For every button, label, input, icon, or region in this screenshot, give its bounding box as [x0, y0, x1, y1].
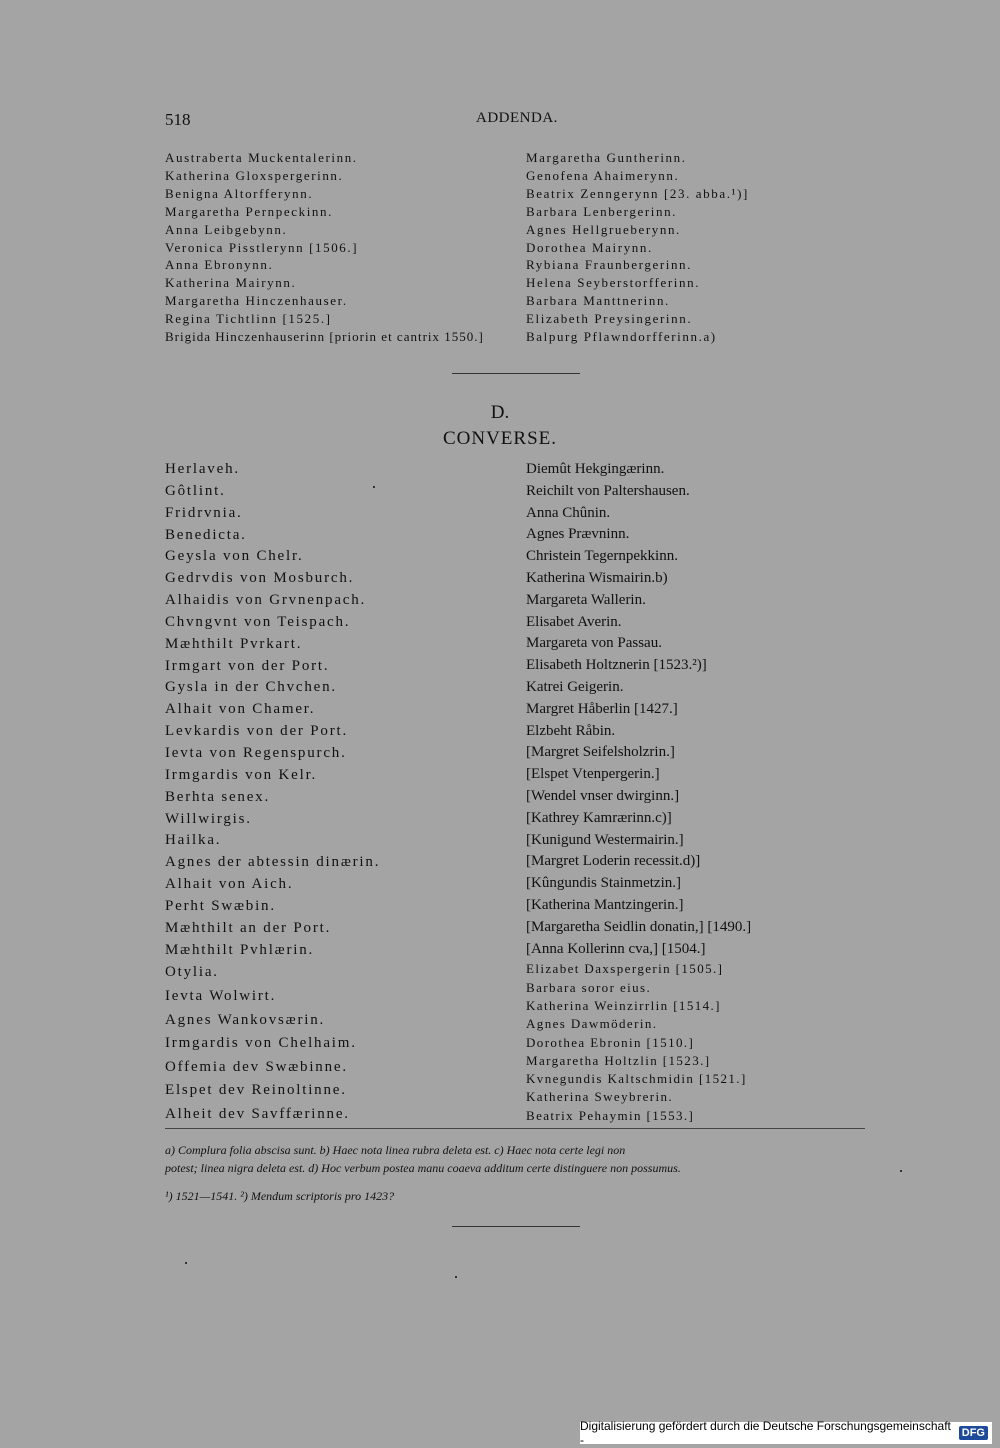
- converse-list-left: [165, 459, 505, 1127]
- list-item: Barbara soror eius.: [526, 979, 652, 995]
- list-item: Balpurg Pflawndorfferinn.a): [526, 329, 717, 345]
- footnote-rule: [165, 1128, 865, 1129]
- list-item: Anna Leibgebynn.: [165, 221, 288, 237]
- scan-speck: [455, 1276, 457, 1278]
- footnote-letters-1: a) Complura folia abscisa sunt. b) Haec nota linea rubra deleta est. c) Haec nota certe legi non: [165, 1143, 626, 1157]
- list-item: Anna Ebronynn.: [165, 257, 274, 273]
- list-item: [Kûngundis Stainmetzin.]: [526, 875, 681, 892]
- list-item: Beatrix Zenngerynn [23. abba.¹)]: [526, 185, 749, 201]
- list-item: Anna Chûnin.: [526, 504, 611, 521]
- section-letter: D.: [490, 402, 510, 423]
- list-item: [Kunigund Westermairin.]: [526, 831, 684, 848]
- list-item: Beatrix Pehaymin [1553.]: [526, 1107, 695, 1123]
- scan-speck: [900, 1170, 902, 1172]
- top-list-right: [526, 149, 846, 346]
- list-item: Mæhthilt Pvhlærin.: [165, 941, 315, 958]
- list-item: Christein Tegernpekkinn.: [526, 548, 678, 565]
- list-item: [Elspet Vtenpergerin.]: [526, 766, 660, 783]
- list-item: Willwirgis.: [165, 810, 252, 827]
- list-item: [Anna Kollerinn cva,] [1504.]: [526, 940, 706, 957]
- list-item: Dorothea Mairynn.: [526, 239, 653, 255]
- list-item: Dorothea Ebronin [1510.]: [526, 1034, 695, 1050]
- list-item: Gysla in der Chvchen.: [165, 679, 337, 696]
- list-item: Brigida Hinczenhauserinn [priorin et cantrix 1550.]: [165, 329, 484, 345]
- list-item: Rybiana Fraunbergerinn.: [526, 257, 693, 273]
- section-divider: [452, 373, 580, 374]
- section-title: CONVERSE.: [442, 428, 558, 449]
- list-item: Ievta Wolwirt.: [165, 988, 277, 1004]
- list-item: Geysla von Chelr.: [165, 548, 304, 565]
- funding-banner[interactable]: [580, 1419, 992, 1447]
- list-item: Otylia.: [165, 964, 219, 981]
- list-item: Irmgart von der Port.: [165, 657, 330, 674]
- list-item: Levkardis von der Port.: [165, 723, 349, 740]
- list-item: Irmgardis von Kelr.: [165, 766, 318, 783]
- list-item: Ievta von Regenspurch.: [165, 744, 347, 761]
- list-item: Helena Seyberstorfferinn.: [526, 275, 701, 291]
- footnote-numbers: ¹) 1521—1541. ²) Mendum scriptoris pro 1423?: [165, 1189, 395, 1203]
- converse-list-right: [526, 459, 846, 1125]
- list-item: Elizabeth Preysingerinn.: [526, 311, 693, 327]
- list-item: [Katherina Mantzingerin.]: [526, 896, 684, 913]
- list-item: Alhaidis von Grvnenpach.: [165, 592, 367, 609]
- list-item: Katherina Weinzirrlin [1514.]: [526, 997, 721, 1013]
- list-item: Elzbeht Råbin.: [526, 722, 616, 739]
- scan-speck: [185, 1262, 187, 1264]
- list-item: Katherina Sweybrerin.: [526, 1089, 674, 1105]
- list-item: Barbara Manttnerinn.: [526, 293, 670, 309]
- list-item: Margareta von Passau.: [526, 635, 662, 652]
- list-item: Reichilt von Paltershausen.: [526, 482, 690, 499]
- list-item: Veronica Pisstlerynn [1506.]: [165, 239, 359, 255]
- list-item: Mæhthilt an der Port.: [165, 919, 332, 936]
- list-item: Barbara Lenbergerinn.: [526, 203, 678, 219]
- list-item: Berhta senex.: [165, 788, 271, 805]
- list-item: Agnes Wankovsærin.: [165, 1011, 326, 1028]
- list-item: Katherina Gloxspergerinn.: [165, 167, 344, 183]
- list-item: Gedrvdis von Mosburch.: [165, 570, 355, 587]
- list-item: Alhait von Chamer.: [165, 701, 316, 718]
- list-item: Benedicta.: [165, 526, 247, 543]
- dfg-logo-icon: DFG: [959, 1426, 988, 1440]
- list-item: Alhait von Aich.: [165, 876, 294, 893]
- list-item: [Wendel vnser dwirginn.]: [526, 787, 680, 804]
- list-item: Margaretha Holtzlin [1523.]: [526, 1052, 711, 1068]
- list-item: [Margret Seifelsholzrin.]: [526, 744, 675, 761]
- list-item: Elisabet Averin.: [526, 613, 622, 630]
- list-item: Elizabet Daxspergerin [1505.]: [526, 961, 724, 977]
- list-item: Regina Tichtlinn [1525.]: [165, 311, 332, 327]
- list-item: Fridrvnia.: [165, 504, 243, 521]
- list-item: Katherina Mairynn.: [165, 275, 297, 291]
- list-item: Agnes Prævninn.: [526, 526, 630, 543]
- list-item: Alheit dev Savffærinne.: [165, 1105, 350, 1122]
- list-item: Genofena Ahaimerynn.: [526, 167, 680, 183]
- banner-text: Digitalisierung gefördert durch die Deutsche Forschungsgemeinschaft -: [580, 1419, 951, 1447]
- list-item: [Margret Loderin recessit.d)]: [526, 853, 701, 870]
- list-item: Agnes der abtessin dinærin.: [165, 854, 381, 871]
- list-item: Perht Swæbin.: [165, 897, 276, 914]
- end-divider: [452, 1226, 580, 1227]
- list-item: Offemia dev Swæbinne.: [165, 1058, 348, 1075]
- list-item: Margaretha Guntherinn.: [526, 150, 687, 165]
- footnote-letters-2: potest; linea nigra deleta est. d) Hoc verbum postea manu coaeva additum certe distinguere non possumus.: [165, 1161, 681, 1175]
- list-item: Margret Håberlin [1427.]: [526, 700, 678, 717]
- list-item: Katrei Geigerin.: [526, 678, 624, 695]
- list-item: Gôtlint.: [165, 482, 226, 499]
- list-item: Margaretha Hinczenhauser.: [165, 293, 348, 309]
- page-number: 518: [165, 110, 191, 129]
- list-item: Elisabeth Holtznerin [1523.²)]: [526, 657, 707, 674]
- list-item: Katherina Wismairin.b): [526, 569, 668, 586]
- list-item: Margareta Wallerin.: [526, 591, 646, 608]
- top-list-left: [165, 149, 515, 346]
- list-item: Elspet dev Reinoltinne.: [165, 1082, 347, 1099]
- list-item: Benigna Altorfferynn.: [165, 185, 314, 201]
- list-item: Agnes Hellgrueberynn.: [526, 221, 681, 237]
- list-item: Margaretha Pernpeckinn.: [165, 203, 333, 219]
- list-item: Agnes Dawmöderin.: [526, 1016, 658, 1032]
- list-item: Kvnegundis Kaltschmidin [1521.]: [526, 1071, 747, 1087]
- list-item: Hailka.: [165, 832, 222, 849]
- list-item: Austraberta Muckentalerinn.: [165, 150, 358, 165]
- list-item: Diemût Hekgingærinn.: [526, 461, 665, 477]
- list-item: [Margaretha Seidlin donatin,] [1490.]: [526, 918, 752, 935]
- list-item: Mæhthilt Pvrkart.: [165, 635, 303, 652]
- list-item: Chvngvnt von Teispach.: [165, 613, 351, 630]
- list-item: Irmgardis von Chelhaim.: [165, 1035, 357, 1052]
- scan-speck: [373, 486, 375, 488]
- running-title: ADDENDA.: [476, 110, 558, 126]
- list-item: Herlaveh.: [165, 461, 240, 477]
- list-item: [Kathrey Kamrærinn.c)]: [526, 809, 672, 826]
